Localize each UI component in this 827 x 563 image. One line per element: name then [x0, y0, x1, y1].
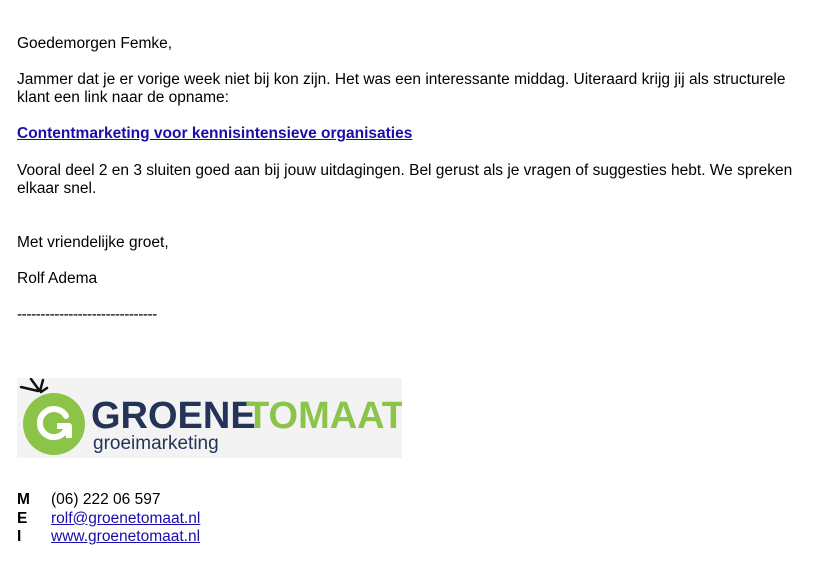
- email-link[interactable]: rolf@groenetomaat.nl: [51, 509, 201, 527]
- logo-graphic: [17, 378, 402, 458]
- paragraph-2-line-1: Vooral deel 2 en 3 sluiten goed aan bij jouw uitdagingen. Bel gerust als je vragen of suggesties hebt. We spreken: [17, 162, 793, 179]
- email-label: E: [17, 509, 28, 527]
- contact-row-website: [17, 528, 200, 547]
- closing: Met vriendelijke groet,: [17, 234, 169, 251]
- greeting: Goedemorgen Femke,: [17, 35, 173, 52]
- mobile-number: (06) 222 06 597: [51, 491, 161, 509]
- logo-tagline: groeimarketing: [93, 433, 219, 454]
- recording-link[interactable]: Contentmarketing voor kennisintensieve organisaties: [17, 125, 413, 142]
- logo-word-groene: GROENE: [91, 395, 256, 437]
- website-label: I: [17, 528, 22, 546]
- signature-name: Rolf Adema: [17, 270, 98, 287]
- contact-block: [17, 491, 200, 547]
- website-link[interactable]: www.groenetomaat.nl: [51, 528, 201, 546]
- contact-row-mobile: [17, 491, 200, 510]
- groene-tomaat-logo: [17, 378, 402, 458]
- signature-separator: ------------------------------: [17, 306, 157, 323]
- contact-row-email: [17, 510, 200, 529]
- mobile-label: M: [17, 491, 30, 509]
- paragraph-1-line-2: klant een link naar de opname:: [17, 89, 229, 106]
- logo-word-tomaat: TOMAAT: [246, 395, 402, 437]
- paragraph-2-line-2: elkaar snel.: [17, 180, 97, 197]
- paragraph-1-line-1: Jammer dat je er vorige week niet bij kon zijn. Het was een interessante middag. Uiteraard krijg jij als structurele: [17, 71, 786, 88]
